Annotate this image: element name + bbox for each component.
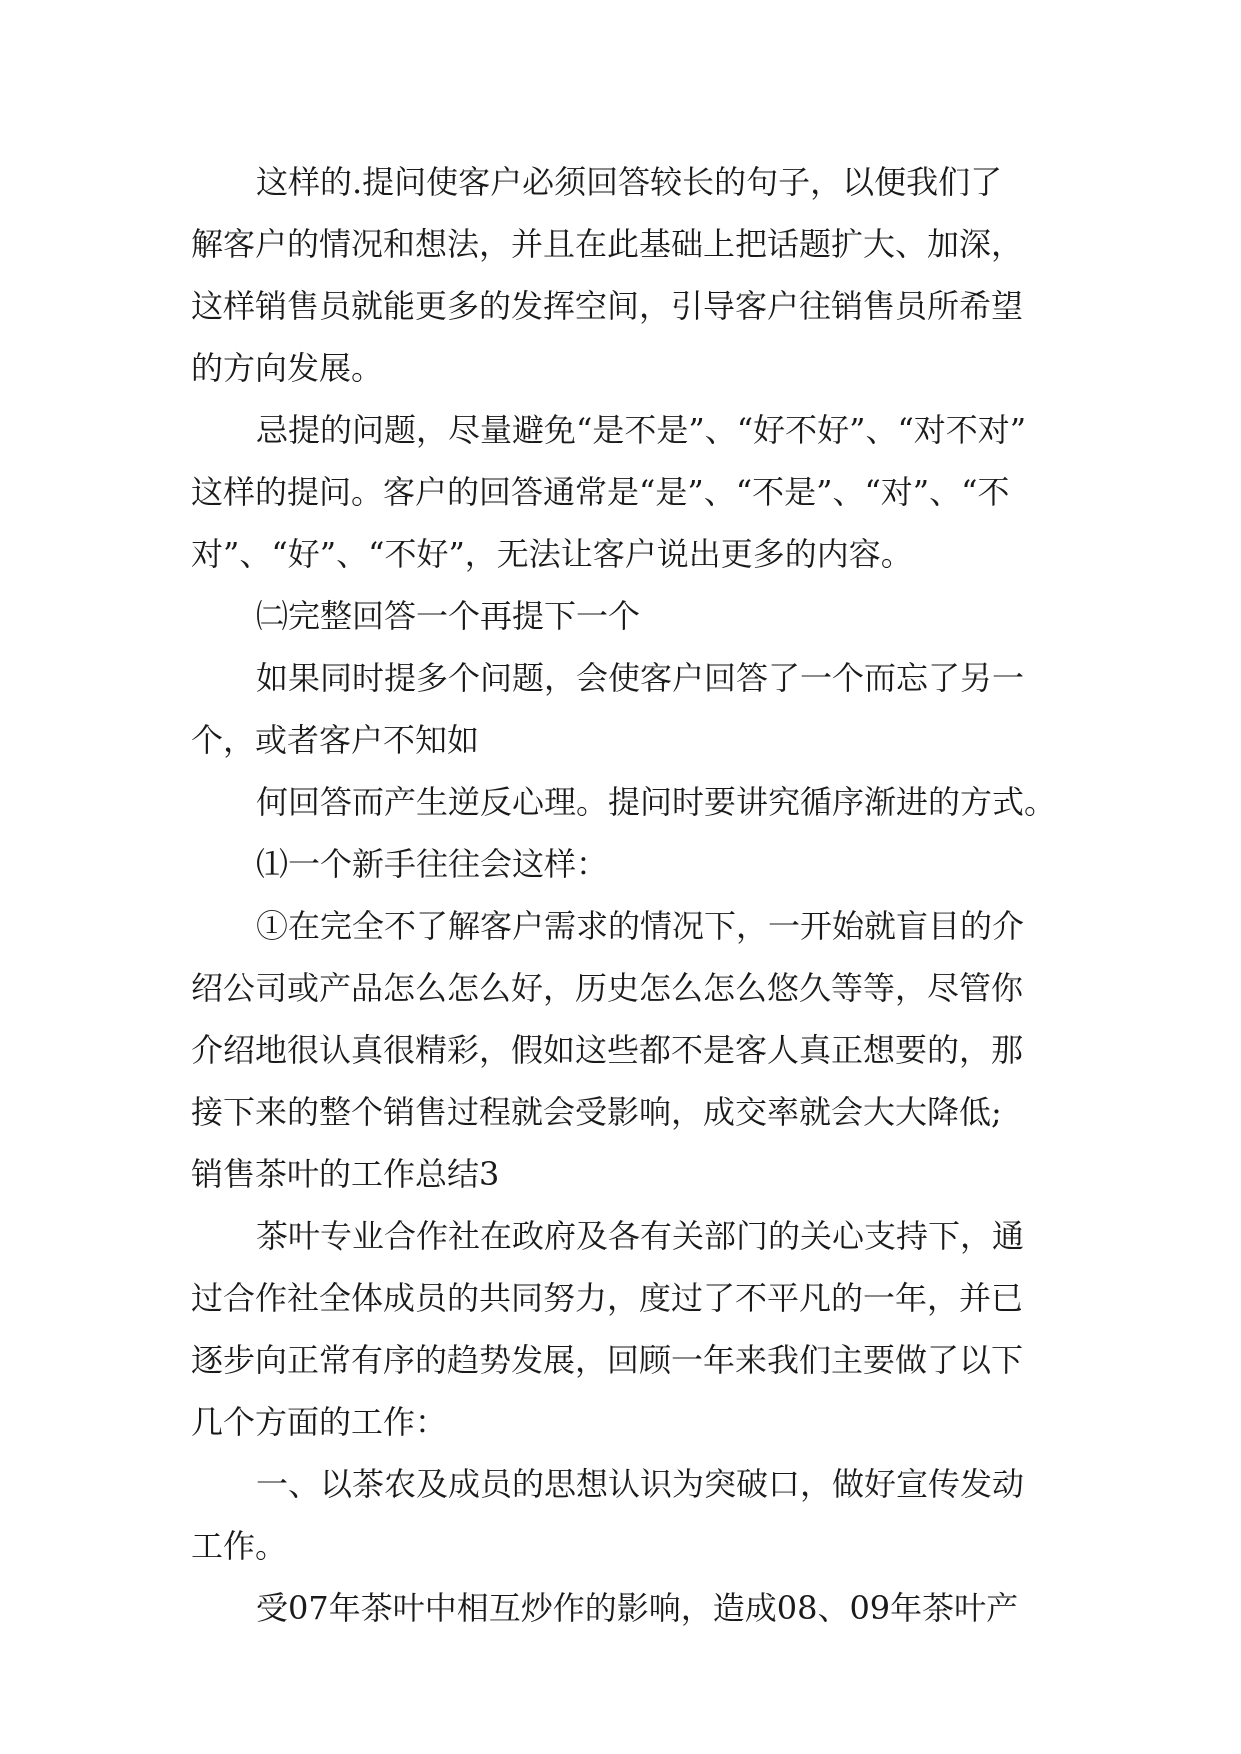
text-line: 的方向发展。 bbox=[191, 349, 384, 387]
text-line: 工作。 bbox=[191, 1527, 288, 1565]
text-line: 接下来的整个销售过程就会受影响，成交率就会大大降低; bbox=[191, 1093, 1002, 1131]
text-line: 对”、“好”、“不好”，无法让客户说出更多的内容。 bbox=[191, 535, 913, 573]
text-line: 个，或者客户不知如 bbox=[191, 721, 480, 759]
text-line: 逐步向正常有序的趋势发展，回顾一年来我们主要做了以下 bbox=[191, 1341, 1024, 1379]
text-line: 这样销售员就能更多的发挥空间，引导客户往销售员所希望 bbox=[191, 287, 1024, 325]
text-line: ①在完全不了解客户需求的情况下，一开始就盲目的介 bbox=[256, 907, 1025, 945]
text-line: 介绍地很认真很精彩，假如这些都不是客人真正想要的，那 bbox=[191, 1031, 1024, 1069]
text-line: 茶叶专业合作社在政府及各有关部门的关心支持下，通 bbox=[256, 1217, 1025, 1255]
section-heading: 一、以茶农及成员的思想认识为突破口，做好宣传发动 bbox=[256, 1465, 1025, 1503]
text-line: 过合作社全体成员的共同努力，度过了不平凡的一年，并已 bbox=[191, 1279, 1024, 1317]
text-line: 受07年茶叶中相互炒作的影响，造成08、09年茶叶产 bbox=[256, 1589, 1019, 1627]
text-line: 绍公司或产品怎么怎么好，历史怎么怎么悠久等等，尽管你 bbox=[191, 969, 1024, 1007]
text-line: 忌提的问题，尽量避免“是不是”、“好不好”、“对不对” bbox=[256, 411, 1027, 449]
section-heading: ㈡完整回答一个再提下一个 bbox=[256, 597, 641, 635]
text-line: 如果同时提多个问题，会使客户回答了一个而忘了另一 bbox=[256, 659, 1025, 697]
document-title: 销售茶叶的工作总结3 bbox=[191, 1155, 500, 1193]
text-line: 何回答而产生逆反心理。提问时要讲究循序渐进的方式。 bbox=[256, 783, 1057, 821]
text-line: 这样的.提问使客户必须回答较长的句子，以便我们了 bbox=[256, 163, 1003, 201]
text-line: 解客户的情况和想法，并且在此基础上把话题扩大、加深， bbox=[191, 225, 1024, 263]
text-line: 几个方面的工作： bbox=[191, 1403, 448, 1441]
text-line: 这样的提问。客户的回答通常是“是”、“不是”、“对”、“不 bbox=[191, 473, 1010, 511]
list-heading: ⑴一个新手往往会这样： bbox=[256, 845, 609, 883]
